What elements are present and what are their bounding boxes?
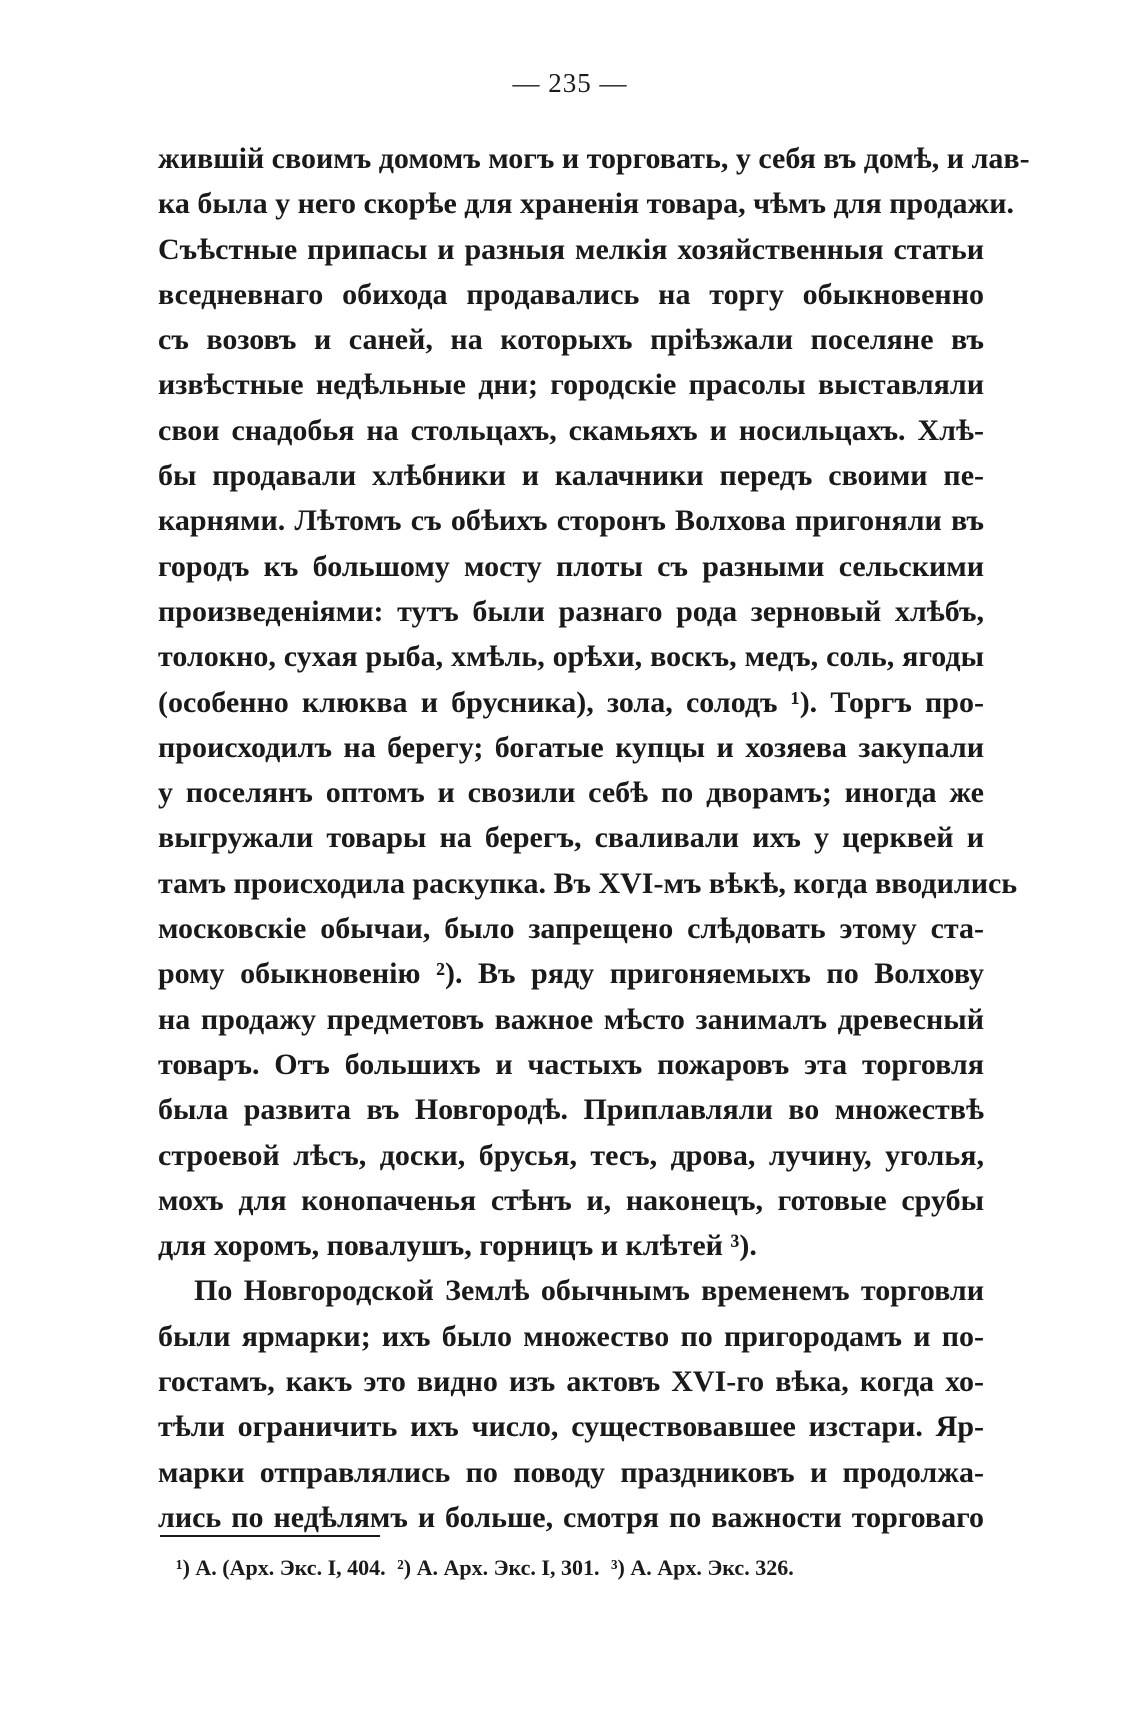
text-line: извѣстные недѣльные дни; городскіе прасолы выставляли <box>158 368 984 402</box>
text-line: была развита въ Новгородѣ. Приплавляли во множествѣ <box>158 1093 984 1127</box>
page-number: — 235 — <box>512 68 628 98</box>
text-line: строевой лѣсъ, доски, брусья, тесъ, дрова, лучину, уголья, <box>158 1138 984 1172</box>
text-line: мохъ для конопаченья стѣнъ и, наконецъ, готовые срубы <box>158 1183 984 1217</box>
text-line: вседневнаго обихода продавались на торгу обыкновенно <box>158 277 984 311</box>
text-line: тѣли ограничить ихъ число, существовавшее изстари. Яр- <box>158 1410 984 1444</box>
footnote-1: ¹) А. (Арх. Экс. I, 404. <box>176 1555 386 1580</box>
text-line: жившій своимъ домомъ могъ и торговать, у себя въ домѣ, и лав- <box>158 142 1030 175</box>
text-line: съ возовъ и саней, на которыхъ пріѣзжали поселяне въ <box>158 323 984 357</box>
text-line: гостамъ, какъ это видно изъ актовъ XVI-го вѣка, когда хо- <box>158 1365 984 1399</box>
text-line: бы продавали хлѣбники и калачники передъ своими пе- <box>158 459 984 493</box>
text-line: выгружали товары на берегъ, сваливали ихъ у церквей и <box>158 821 984 855</box>
text-line: лись по недѣлямъ и больше, смотря по важности торговаго <box>158 1500 984 1534</box>
text-line: городъ къ большому мосту плоты съ разными сельскими <box>158 549 984 583</box>
text-line: Съѣстные припасы и разныя мелкія хозяйственныя статьи <box>158 232 984 266</box>
text-line: произведеніями: тутъ были разнаго рода зерновый хлѣбъ, <box>158 594 984 628</box>
text-line: происходилъ на берегу; богатые купцы и хозяева закупали <box>158 730 984 764</box>
text-line: московскіе обычаи, было запрещено слѣдовать этому ста- <box>158 912 984 946</box>
text-line: карнями. Лѣтомъ съ обѣихъ сторонъ Волхова пригоняли въ <box>158 504 984 538</box>
text-line: рому обыкновенію ²). Въ ряду пригоняемыхъ по Волхову <box>158 957 984 991</box>
text-line: для хоромъ, повалушъ, горницъ и клѣтей ³). <box>158 1229 757 1263</box>
text-line: (особенно клюква и брусника), зола, солодъ ¹). Торгъ про- <box>158 685 984 719</box>
body-text <box>158 136 1030 1540</box>
footnote-3: ³) А. Арх. Экс. 326. <box>610 1555 794 1580</box>
text-line: По Новгородской Землѣ обычнымъ временемъ торговли <box>194 1274 984 1308</box>
footnotes <box>176 1548 976 1588</box>
text-line: на продажу предметовъ важное мѣсто занималъ древесный <box>158 1002 984 1036</box>
text-line: тамъ происходила раскупка. Въ XVI-мъ вѣкѣ, когда вводились <box>158 866 1018 900</box>
text-line: марки отправлялись по поводу праздниковъ и продолжа- <box>158 1455 984 1489</box>
text-line: толокно, сухая рыба, хмѣль, орѣхи, воскъ, медъ, соль, ягоды <box>158 640 984 674</box>
footnote-2: ²) А. Арх. Экс. I, 301. <box>397 1555 600 1580</box>
footnote-divider <box>160 1535 380 1537</box>
text-line: ка была у него скорѣе для храненія товара, чѣмъ для продажи. <box>158 187 1015 221</box>
text-line: были ярмарки; ихъ было множество по пригородамъ и по- <box>158 1319 984 1353</box>
text-line: товаръ. Отъ большихъ и частыхъ пожаровъ эта торговля <box>158 1047 984 1081</box>
text-line: свои снадобья на стольцахъ, скамьяхъ и носильцахъ. Хлѣ- <box>158 413 984 447</box>
text-line: у поселянъ оптомъ и свозили себѣ по дворамъ; иногда же <box>158 776 984 810</box>
